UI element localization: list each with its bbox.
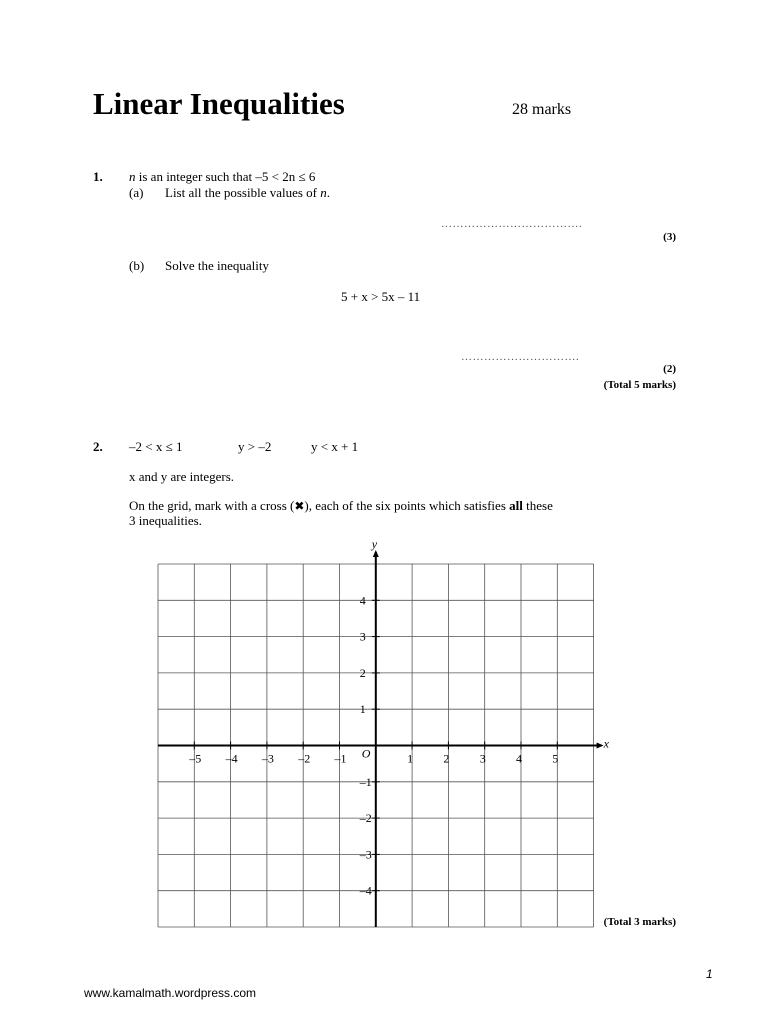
x-tick-label: 4 bbox=[516, 751, 522, 766]
question-1-number: 1. bbox=[93, 169, 103, 184]
y-tick-label: 3 bbox=[359, 629, 366, 644]
total-marks-q1: (Total 5 marks) bbox=[603, 379, 676, 391]
part-b-text: Solve the inequality bbox=[165, 258, 269, 273]
cross-icon: ✖ bbox=[294, 499, 305, 513]
x-tick-label: –1 bbox=[334, 751, 347, 766]
inequality-2: y > –2 bbox=[238, 439, 272, 454]
y-axis-label: y bbox=[371, 537, 378, 551]
x-axis-arrow-icon bbox=[597, 743, 604, 749]
answer-line-1b[interactable]: …………………………. bbox=[461, 351, 580, 363]
x-tick-label: 5 bbox=[552, 751, 559, 766]
y-tick-label: 4 bbox=[359, 593, 366, 608]
y-tick-label: –1 bbox=[359, 774, 372, 789]
x-tick-label: –2 bbox=[298, 751, 311, 766]
x-tick-label: 1 bbox=[407, 751, 414, 766]
instruction-pre: On the grid, mark with a cross ( bbox=[129, 498, 295, 513]
y-axis-arrow-icon bbox=[373, 550, 379, 557]
x-tick-label: –4 bbox=[225, 751, 238, 766]
part-a-var: n bbox=[320, 185, 327, 200]
instruction-line-2: 3 inequalities. bbox=[129, 513, 202, 528]
total-marks-q2: (Total 3 marks) bbox=[603, 916, 676, 928]
answer-line-1a[interactable]: ………………………………. bbox=[441, 218, 583, 230]
y-tick-label: –2 bbox=[359, 811, 372, 826]
x-axis-label: x bbox=[603, 736, 609, 751]
stem-text: is an integer such that –5 < 2n ≤ 6 bbox=[135, 169, 316, 184]
marks-1b: (2) bbox=[663, 363, 676, 375]
instruction-bold: all bbox=[509, 498, 523, 513]
var-n: n bbox=[129, 169, 136, 184]
x-tick-label: 2 bbox=[443, 751, 450, 766]
page-title: Linear Inequalities bbox=[93, 86, 345, 121]
inequality-1: –2 < x ≤ 1 bbox=[129, 439, 183, 454]
part-a-text-pre: List all the possible values of bbox=[165, 185, 321, 200]
inequality-3: y < x + 1 bbox=[311, 439, 359, 454]
marks-1a: (3) bbox=[663, 231, 676, 243]
y-tick-label: 1 bbox=[359, 702, 366, 717]
instruction-post: these bbox=[522, 498, 553, 513]
part-a-label: (a) bbox=[129, 185, 144, 200]
part-a-text-post: . bbox=[326, 185, 331, 200]
x-tick-label: –3 bbox=[261, 751, 274, 766]
integers-note: x and y are integers. bbox=[129, 469, 235, 484]
y-tick-label: –3 bbox=[359, 847, 372, 862]
part-b-expression: 5 + x > 5x – 11 bbox=[341, 289, 421, 304]
x-tick-label: 3 bbox=[479, 751, 486, 766]
x-tick-label: –5 bbox=[189, 751, 202, 766]
footer-url[interactable]: www.kamalmath.wordpress.com bbox=[84, 986, 257, 1000]
page-number: 1 bbox=[706, 967, 713, 981]
instruction-mid: ), each of the six points which satisfies bbox=[304, 498, 510, 513]
y-tick-label: –4 bbox=[359, 883, 372, 898]
part-b-label: (b) bbox=[129, 258, 145, 273]
y-tick-label: 2 bbox=[359, 665, 366, 680]
question-2-number: 2. bbox=[93, 439, 103, 454]
total-marks: 28 marks bbox=[512, 101, 572, 118]
origin-label: O bbox=[361, 746, 371, 761]
axes bbox=[158, 550, 604, 927]
